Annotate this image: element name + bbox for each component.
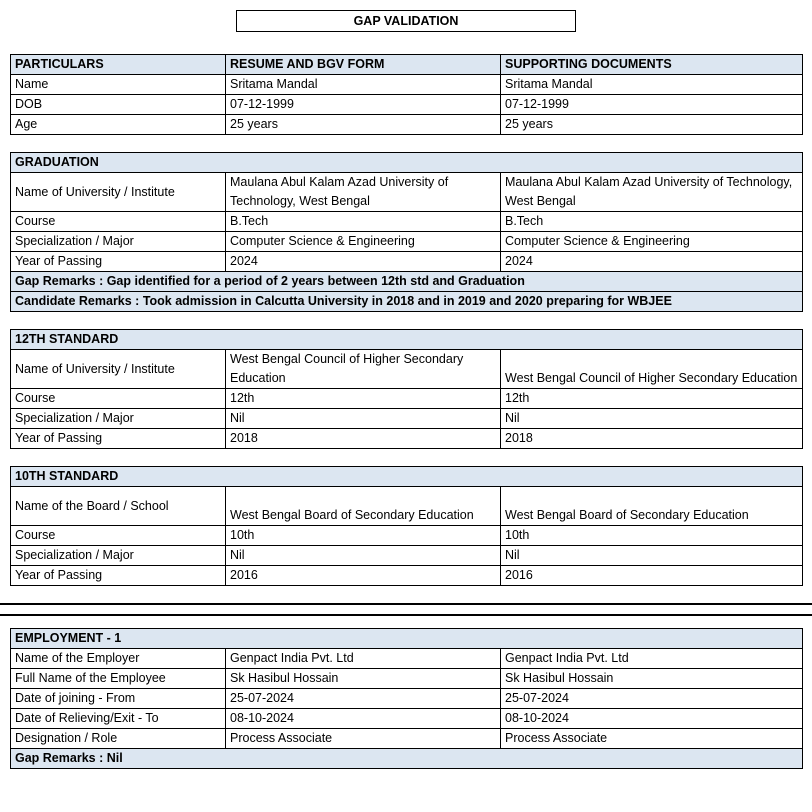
- value-cell: 25-07-2024: [226, 689, 501, 709]
- row-label-cell: Name of University / Institute: [11, 173, 226, 212]
- value-cell: Sk Hasibul Hossain: [226, 669, 501, 689]
- column-header-cell: PARTICULARS: [11, 55, 226, 75]
- tables-container: [10, 54, 802, 769]
- value-cell: Process Associate: [226, 729, 501, 749]
- value-cell: West Bengal Council of Higher Secondary Education: [501, 350, 803, 389]
- table-row: [11, 546, 803, 566]
- page-break-separator: [0, 603, 812, 616]
- table-row: [11, 153, 803, 173]
- value-cell: 07-12-1999: [501, 95, 803, 115]
- row-label-cell: Specialization / Major: [11, 409, 226, 429]
- table-row: [11, 330, 803, 350]
- table-row: [11, 669, 803, 689]
- section-header: 12TH STANDARD: [11, 330, 803, 350]
- value-cell: 2018: [501, 429, 803, 449]
- value-cell: Computer Science & Engineering: [501, 232, 803, 252]
- table-row: [11, 212, 803, 232]
- row-label-cell: Year of Passing: [11, 252, 226, 272]
- row-label-cell: Full Name of the Employee: [11, 669, 226, 689]
- value-cell: 10th: [226, 526, 501, 546]
- table-row: [11, 115, 803, 135]
- row-label-cell: Year of Passing: [11, 566, 226, 586]
- section-header: GRADUATION: [11, 153, 803, 173]
- table-row: [11, 292, 803, 312]
- row-label-cell: Name of the Employer: [11, 649, 226, 669]
- remark-cell: Gap Remarks : Nil: [11, 749, 803, 769]
- value-cell: 2024: [501, 252, 803, 272]
- table-row: [11, 409, 803, 429]
- value-cell: 10th: [501, 526, 803, 546]
- value-cell: 2016: [501, 566, 803, 586]
- value-cell: Computer Science & Engineering: [226, 232, 501, 252]
- section-header: 10TH STANDARD: [11, 467, 803, 487]
- table-twelfth-standard: [10, 329, 803, 449]
- table-row: [11, 75, 803, 95]
- value-cell: 12th: [501, 389, 803, 409]
- remark-cell: Candidate Remarks : Took admission in Calcutta University in 2018 and in 2019 and 2020 preparing for WBJEE: [11, 292, 803, 312]
- row-label-cell: Course: [11, 526, 226, 546]
- table-row: [11, 95, 803, 115]
- row-label-cell: Name: [11, 75, 226, 95]
- table-row: [11, 272, 803, 292]
- value-cell: Nil: [501, 546, 803, 566]
- value-cell: 07-12-1999: [226, 95, 501, 115]
- table-row: [11, 629, 803, 649]
- row-label-cell: DOB: [11, 95, 226, 115]
- value-cell: 08-10-2024: [226, 709, 501, 729]
- value-cell: B.Tech: [501, 212, 803, 232]
- table-row: [11, 173, 803, 212]
- table-row: [11, 487, 803, 526]
- row-label-cell: Course: [11, 389, 226, 409]
- value-cell: Nil: [226, 546, 501, 566]
- value-cell: 08-10-2024: [501, 709, 803, 729]
- row-label-cell: Specialization / Major: [11, 546, 226, 566]
- table-row: [11, 389, 803, 409]
- row-label-cell: Date of joining - From: [11, 689, 226, 709]
- page-title: GAP VALIDATION: [236, 10, 576, 32]
- table-row: [11, 467, 803, 487]
- value-cell: 2016: [226, 566, 501, 586]
- table-row: [11, 729, 803, 749]
- row-label-cell: Designation / Role: [11, 729, 226, 749]
- value-cell: Process Associate: [501, 729, 803, 749]
- value-cell: Genpact India Pvt. Ltd: [501, 649, 803, 669]
- value-cell: West Bengal Council of Higher Secondary Education: [226, 350, 501, 389]
- row-label-cell: Year of Passing: [11, 429, 226, 449]
- value-cell: 2024: [226, 252, 501, 272]
- value-cell: Genpact India Pvt. Ltd: [226, 649, 501, 669]
- value-cell: West Bengal Board of Secondary Education: [226, 487, 501, 526]
- row-label-cell: Name of University / Institute: [11, 350, 226, 389]
- value-cell: B.Tech: [226, 212, 501, 232]
- row-label-cell: Age: [11, 115, 226, 135]
- table-row: [11, 566, 803, 586]
- value-cell: Sritama Mandal: [226, 75, 501, 95]
- table-employment-1: [10, 628, 803, 769]
- remark-cell: Gap Remarks : Gap identified for a period of 2 years between 12th std and Graduation: [11, 272, 803, 292]
- table-row: [11, 429, 803, 449]
- value-cell: Maulana Abul Kalam Azad University of Technology, West Bengal: [501, 173, 803, 212]
- value-cell: 25 years: [501, 115, 803, 135]
- value-cell: 12th: [226, 389, 501, 409]
- row-label-cell: Specialization / Major: [11, 232, 226, 252]
- table-row: [11, 55, 803, 75]
- value-cell: 2018: [226, 429, 501, 449]
- table-row: [11, 232, 803, 252]
- table-row: [11, 350, 803, 389]
- value-cell: Sk Hasibul Hossain: [501, 669, 803, 689]
- value-cell: Maulana Abul Kalam Azad University of Technology, West Bengal: [226, 173, 501, 212]
- table-row: [11, 252, 803, 272]
- value-cell: 25 years: [226, 115, 501, 135]
- value-cell: West Bengal Board of Secondary Education: [501, 487, 803, 526]
- value-cell: Sritama Mandal: [501, 75, 803, 95]
- table-row: [11, 649, 803, 669]
- value-cell: Nil: [226, 409, 501, 429]
- table-row: [11, 526, 803, 546]
- table-row: [11, 749, 803, 769]
- table-row: [11, 689, 803, 709]
- table-particulars: [10, 54, 803, 135]
- section-header: EMPLOYMENT - 1: [11, 629, 803, 649]
- row-label-cell: Course: [11, 212, 226, 232]
- column-header-cell: RESUME AND BGV FORM: [226, 55, 501, 75]
- table-row: [11, 709, 803, 729]
- value-cell: 25-07-2024: [501, 689, 803, 709]
- row-label-cell: Date of Relieving/Exit - To: [11, 709, 226, 729]
- row-label-cell: Name of the Board / School: [11, 487, 226, 526]
- table-tenth-standard: [10, 466, 803, 586]
- value-cell: Nil: [501, 409, 803, 429]
- column-header-cell: SUPPORTING DOCUMENTS: [501, 55, 803, 75]
- table-graduation: [10, 152, 803, 312]
